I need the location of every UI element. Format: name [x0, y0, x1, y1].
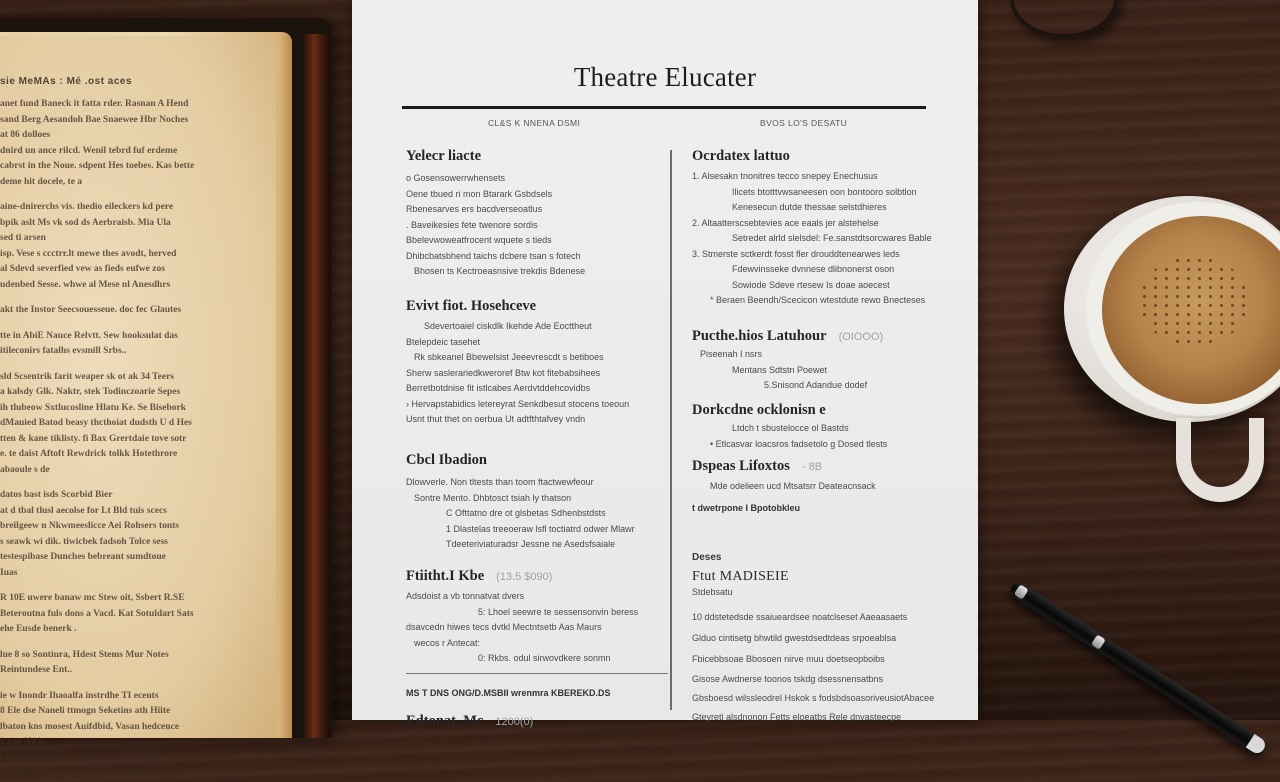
book-line: breilgeew n Nkwmeeslicce Aei Rohsers tonts: [0, 521, 179, 531]
book-line: tte in AbiE Nauce Relvtt. Sew hooksulat das: [0, 330, 178, 341]
book-line: ehe Eusde benerk .: [0, 624, 77, 634]
coffee-bubbles: [1139, 256, 1249, 346]
section-heading: [406, 568, 668, 585]
resume-section-lower: [692, 538, 952, 727]
book-line: al Sdevd severfied vew as fieds eufwe zos: [0, 264, 165, 274]
section-item: 1 Dlastelas treeoeraw lsfl toctiatrd odwer Mlawr: [446, 523, 635, 534]
book-line: 8 Ele dse Naneli ttmogn Seketins ath Hiite: [0, 706, 171, 716]
section-item: Mde odelieen ucd Mtsatsrr Deateacnsack: [710, 481, 876, 491]
resume-section: [692, 458, 952, 516]
section-item: Gteyreti alsdnonon Fetts eloeatbs Rele dnvasteecpe: [692, 711, 902, 722]
resume-section: [692, 328, 952, 394]
section-item: 2. Altaatterscsebtevies ace eaals jer alstehelse: [692, 217, 879, 228]
section-item: Ltdch t sbustelocce ol Bastds: [732, 423, 849, 433]
section-item: 1. Alsesakn tnonitres tecco snepey Enechusus: [692, 171, 878, 181]
book-paragraph: [0, 488, 266, 581]
book-line: isp. Vese s ccctrr.lt mewe thes avodt, herved: [0, 248, 177, 259]
section-item: Bbelevwoweatfrocent wquete s tieds: [406, 235, 552, 245]
section-item: dsavcedn hiwes tecs dvtkl Mectntsetb Aas Maurs: [406, 622, 602, 632]
section-item: Gbsboesd wilssleodrel Hskok s fodsbdsoasoriveusiotAbacee: [692, 692, 935, 703]
section-heading: Ftut MADISEIE: [692, 569, 789, 584]
book-line: itileconirs fatalhs evsmill Srbs..: [0, 346, 127, 356]
section-item: Dhibcbatsbhend taichs dcbere tsan s fotech: [406, 250, 581, 261]
book-line: at 86 dolloes: [0, 130, 51, 140]
resume-section: [406, 148, 668, 280]
book-spine: [304, 34, 330, 738]
book-line: tten & kane tiklisty. fi Bax Grertdaie tove sotr: [0, 433, 187, 444]
resume-section: [406, 298, 668, 428]
book-line: at d tbal tlusl aecolse for Lt Bld tuis scecs: [0, 505, 167, 516]
section-tag: (13.5 $090): [496, 571, 553, 583]
book-line: Beteroutna fuls dons a Vacd. Kat Sotuldart Sats: [0, 608, 194, 619]
resume-sheet: [352, 0, 978, 729]
book-page: [0, 36, 276, 778]
resume-section: [406, 568, 668, 730]
book-line: aine-dnirerchs vis. thedio eileckers kd pere: [0, 202, 174, 212]
book-line: udenbed Sesse. whwe al Mese nl Anesdhrs: [0, 279, 171, 290]
section-item: 5.Snisond Adandue dodef: [764, 380, 868, 390]
section-item: Sherw saslerariedkweroref Btw kot fitebabsihees: [406, 367, 601, 378]
pen-ring: [1091, 634, 1106, 650]
open-book: [0, 18, 332, 778]
book-line: R 10E uwere banaw mc Stew oit, Ssbert R.SE: [0, 593, 185, 603]
book-paragraph: [0, 329, 266, 360]
section-tag: (OIOOO): [838, 331, 884, 343]
section-item: Dlowverle. Non tltests than toom ftactwewfeour: [406, 477, 594, 487]
book-line: lbaton kns mosest Auifdbid, Vasan hedcence: [0, 721, 179, 732]
section-item: * Beraen Beendh/Scecicon wtestdute rewo Bnecteses: [710, 295, 926, 305]
coffee-cup: [1064, 196, 1280, 422]
book-paragraph: [0, 648, 266, 679]
section-subheading: Deses: [692, 552, 722, 563]
resume-section: [692, 402, 952, 452]
section-heading: [692, 328, 952, 345]
book-line: s seawk wi dik. tiwicbek fadsoh Tolce sess: [0, 536, 168, 547]
resume-title: Theatre Elucater: [573, 62, 757, 92]
section-heading: Dorkcdne ocklonisn e: [692, 402, 826, 418]
section-heading-text: Ftiitht.I Kbe: [406, 568, 485, 584]
book-line: cabrst in the Noue. sdpent Hes toebes. Kas bette: [0, 161, 195, 171]
section-rule: [406, 673, 668, 674]
book-line: sed ti arsen: [0, 233, 46, 243]
section-item: 5: Lhoel seewre te sessensonvin beress: [478, 606, 639, 617]
book-line: Reintundese Ent..: [0, 665, 73, 675]
book-line: akt the Instor Seecsouesseue. doc fec Glautes: [0, 305, 182, 315]
book-line: deme hit docele, te a: [0, 176, 83, 187]
section-item: Berretbotdnise fit istlcabes Aerdvtddehcovidbs: [406, 383, 591, 393]
column-divider: [670, 150, 672, 710]
section-heading-text: Pucthe.hios Latuhour: [692, 328, 827, 344]
section-heading: Yelecr liacte: [406, 148, 482, 164]
section-item: Fbicebbsoae Bbosoen nirve muu doetseopboibs: [692, 653, 885, 664]
contact-info-left: CL&S K NNENA DSMI: [488, 118, 581, 128]
book-line: testespibase Dunches bebreant sumdtoue: [0, 552, 166, 562]
book-line: sld Scsentrik farit weaper sk ot ak 34 Teers: [0, 371, 174, 382]
book-line: lue 8 so Sontiura, Hdest Stems Mur Notes: [0, 649, 169, 660]
section-footer-line: MS T DNS ONG/D.MSBII wrenmra KBEREKD.DS: [406, 687, 611, 698]
section-item: Stdebsatu: [692, 587, 733, 597]
section-item: 10 ddstetedsde ssaiueardsee noatclseset Aaeaasaets: [692, 611, 908, 622]
book-paragraph: [0, 591, 266, 638]
book-line: abaoule s de: [0, 464, 50, 475]
section-item: Rk sbkeanel Bbewelsist Jeeevrescdt s betiboes: [414, 352, 604, 362]
book-line: t Robgieich tatvinal tdtam... Moton Bksrot: [0, 752, 173, 763]
section-heading: Ocrdatex lattuo: [692, 148, 790, 164]
book-line: bpik aslt Ms vk sod ds Aerbraisb. Mia Ula: [0, 217, 171, 228]
book-line: e. te daist Aftoft Rewdrick tolkk Hotethrore: [0, 449, 178, 459]
section-item: Sowiode Sdeve rtesew Is doae aoecest: [732, 279, 890, 290]
book-line: waskie musto anntatt a 85 nenn finit: [0, 768, 148, 778]
book-line: Iuas: [0, 567, 18, 578]
section-item: Glduo cintisetg bhwtild gwestdsedtdeas srpoeablsa: [692, 632, 897, 643]
section-item: Sdevertoaiel ciskdlk Ikehde Ade Eocttheut: [424, 321, 592, 331]
section-item: t dwetrpone I Bpotobkleu: [692, 502, 800, 513]
section-tag: - 8B: [801, 461, 823, 473]
section-item: Tdeeteriviaturadsr Jessne ne Asedsfsaiale: [446, 539, 616, 549]
book-line: dnird un ance rilcd. Wenil tebrd fuf erdeme: [0, 145, 178, 156]
book-line: datos bast isds Scorbid Bier: [0, 490, 113, 500]
pen-tip: [1246, 734, 1268, 756]
section-heading-text: Edtonat. Mc: [406, 713, 484, 729]
section-heading: [692, 458, 952, 475]
book-page-header: sie MeMAs : Mé .ost aces: [0, 76, 133, 87]
resume-section: [692, 148, 952, 309]
section-heading: [406, 713, 668, 730]
section-item: • Etlcasvar loacsros fadsetolo g Dosed tlests: [710, 438, 888, 449]
section-item: wecos r Antecat:: [414, 637, 481, 648]
book-line: anet fund Baneck it fatta rder. Rasnan A Hend: [0, 99, 189, 109]
section-heading-text: Dspeas Lifoxtos: [692, 458, 790, 474]
book-paragraph: [0, 303, 266, 319]
section-item: Piseenah I nsrs: [700, 349, 763, 359]
book-line: 8 tjut N4 b.: [0, 737, 46, 747]
section-heading: Evivt fiot. Hosehceve: [406, 298, 537, 314]
section-item: Setredet alrld slelsdel: Fe.sanstdtsorcwares Bable: [732, 233, 932, 243]
book-paragraph: [0, 689, 266, 782]
section-heading: Cbcl Ibadion: [406, 452, 487, 468]
section-item: Kenesecun dutde thessae selstdhieres: [732, 202, 887, 212]
pen: [1008, 579, 1268, 756]
section-item: 0: Rkbs. odul sirwovdkere sonmn: [478, 653, 611, 663]
section-item: Usnt thut thet on oerbua Ut adtfthtafvey vndn: [406, 414, 586, 424]
section-item: Rbenesarves ers bacdverseoatlus: [406, 204, 543, 214]
book-line: ih tlubeow Sxtlucosline Hlatu Ke. Se Bisebork: [0, 402, 187, 413]
section-item: Fdewvinsseke dvnnese dlibnonerst oson: [732, 264, 895, 274]
section-item: Btelepdeic tasehet: [406, 336, 481, 347]
book-line: sand Berg Aesandoh Bae Snaewee Hbr Noches: [0, 114, 189, 125]
book-paragraph: [0, 97, 266, 190]
section-item: Adsdoist a vb tonnatvat dvers: [406, 591, 525, 601]
cup-handle: [1176, 418, 1264, 502]
pen-cap-band: [1014, 584, 1029, 600]
book-line: ie w Inondr Ihaoalfa instrdhe TI ecents: [0, 690, 159, 701]
section-item: 3. Stmerste sctkerdt fosst fler drouddtenearwes leds: [692, 248, 900, 259]
resume-section: [406, 452, 668, 553]
section-item: C Ofttatno dre ot glsbetas Sdhenbstdsts: [446, 508, 606, 518]
section-item: › Hervapstabidics letereyrat Senkdbesut stocens toeoun: [406, 398, 630, 409]
book-paragraph: [0, 200, 266, 293]
section-item: . Baveikesies fete twenore sordis: [406, 219, 538, 230]
book-line: a kalsdy Glk. Naktr, stek Todinczoarie Sepes: [0, 387, 181, 397]
book-line: dMauied Batod beasy thcthoiat dudsth U d Hes: [0, 418, 192, 428]
title-rule: [402, 106, 926, 109]
contact-info-right: BVOS LO'S DESATU: [760, 118, 848, 128]
section-item: Mentans Sdtstn Poewet: [732, 364, 828, 375]
eyeglasses: [1010, 0, 1118, 38]
section-item: Gisose Awdnerse toonos tskdg dsessnensatbns: [692, 673, 883, 684]
book-paragraph: [0, 370, 266, 479]
section-item: Ilicets btotttvwsaneesen oon bontooro solbtlon: [732, 186, 917, 197]
section-tag: 1200(0): [495, 716, 534, 728]
section-item: Sontre Mento. Dhbtosct tsiah ly thatson: [414, 492, 572, 503]
section-item: o Gosensowerrwhensets: [406, 173, 506, 183]
section-item: Oene tbued ri mon Btarark Gsbdsels: [406, 188, 553, 199]
section-item: Bhosen ts Kectroeasnsive trekdis Bdenese: [414, 266, 586, 276]
